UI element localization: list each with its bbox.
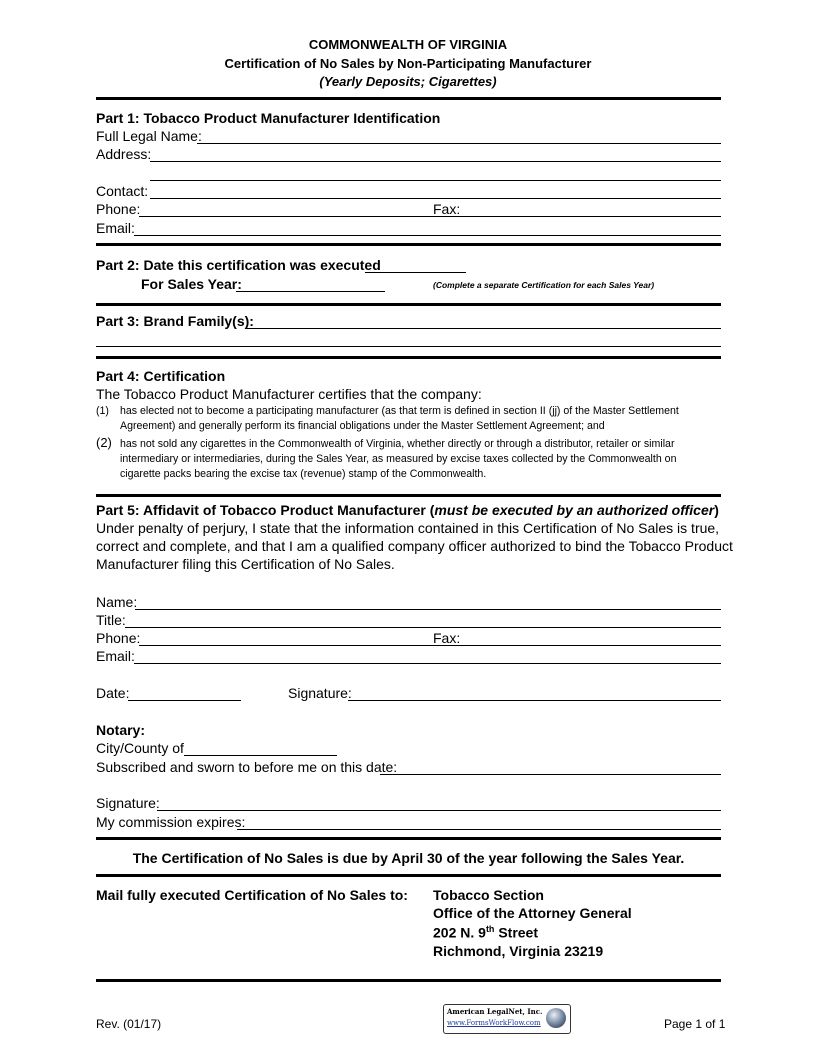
mail-address-line2: Office of the Attorney General: [433, 905, 632, 921]
phone-label: Phone:: [96, 201, 141, 217]
item1-text-line1: has elected not to become a participating manufacturer (as that term is defined in section II (jj) of the Master Settlement: [120, 405, 679, 417]
affidavit-line1: Under penalty of perjury, I state that the information contained in this Certification of No Sales is true,: [96, 520, 720, 536]
street-name: Street: [494, 924, 539, 941]
part2-title: Part 2: Date this certification was executed: [96, 257, 381, 273]
full-legal-name-field[interactable]: [197, 143, 721, 144]
affidavit-line2: correct and complete, and that I am a qualified company officer authorized to bind the Tobacco Product: [96, 538, 733, 554]
divider: [96, 243, 721, 246]
officer-name-label: Name:: [96, 594, 138, 610]
officer-title-field[interactable]: [125, 627, 721, 628]
certification-intro: The Tobacco Product Manufacturer certifies that the company:: [96, 386, 482, 402]
logo-company: American LegalNet, Inc.: [447, 1007, 543, 1016]
subscribed-label: Subscribed and sworn to before me on this date:: [96, 759, 398, 775]
street-suffix: th: [485, 924, 495, 934]
subscribed-date-field[interactable]: [380, 774, 721, 775]
mail-label: Mail fully executed Certification of No Sales to:: [96, 887, 408, 903]
officer-name-field[interactable]: [135, 609, 721, 610]
full-legal-name-label: Full Legal Name:: [96, 128, 202, 144]
item1-number: (1): [96, 405, 109, 417]
officer-signature-field[interactable]: [348, 700, 721, 701]
part1-title: Part 1: Tobacco Product Manufacturer Identification: [96, 110, 441, 126]
logo-url[interactable]: www.FormsWorkFlow.com: [447, 1019, 541, 1027]
mail-address-line1: Tobacco Section: [433, 887, 544, 903]
globe-icon: [546, 1008, 566, 1028]
part5-title: [96, 502, 719, 518]
sales-year-label: For Sales Year:: [141, 276, 242, 292]
item2-text-line3: cigarette packs bearing the excise tax (revenue) stamp of the Commonwealth.: [120, 468, 487, 480]
form-title: Certification of No Sales by Non-Participating Manufacturer: [224, 56, 592, 71]
notary-signature-field[interactable]: [157, 810, 721, 811]
city-county-field[interactable]: [184, 755, 337, 756]
address-label: Address:: [96, 146, 152, 162]
divider: [96, 303, 721, 306]
divider: [96, 979, 721, 982]
part4-title: Part 4: Certification: [96, 368, 226, 384]
notary-title: Notary:: [96, 722, 146, 738]
divider: [96, 356, 721, 359]
brand-family-field-line2[interactable]: [96, 346, 721, 347]
affidavit-line3: Manufacturer filing this Certification of No Sales.: [96, 556, 395, 572]
american-legalnet-logo: [443, 1004, 571, 1034]
email-field[interactable]: [134, 235, 721, 236]
part3-title: Part 3: Brand Family(s):: [96, 313, 254, 329]
commission-expires-field[interactable]: [237, 829, 721, 830]
officer-phone-field[interactable]: [139, 645, 721, 646]
mail-address-line3: [433, 924, 538, 941]
contact-field[interactable]: [150, 198, 721, 199]
officer-email-label: Email:: [96, 648, 135, 664]
officer-fax-label: Fax:: [433, 630, 461, 646]
city-county-label: City/County of: [96, 740, 184, 756]
phone-field[interactable]: [139, 216, 721, 217]
brand-family-field[interactable]: [245, 328, 721, 329]
divider: [96, 874, 721, 877]
due-date-notice: The Certification of No Sales is due by April 30 of the year following the Sales Year.: [132, 850, 685, 866]
execution-date-field[interactable]: [365, 272, 466, 273]
officer-title-label: Title:: [96, 612, 126, 628]
email-label: Email:: [96, 220, 135, 236]
fax-label: Fax:: [433, 201, 461, 217]
officer-date-field[interactable]: [128, 700, 241, 701]
divider: [96, 837, 721, 840]
part5-title-emphasis: must be executed by an authorized officer: [434, 502, 715, 518]
part5-title-start: Part 5: Affidavit of Tobacco Product Manufacturer (: [96, 502, 435, 518]
officer-phone-label: Phone:: [96, 630, 141, 646]
item2-text-line2: intermediary or intermediaries, during the Sales Year, as measured by excise taxes collected by the Commonwealth on: [120, 453, 677, 465]
address-field[interactable]: [150, 161, 721, 162]
mail-address-line4: Richmond, Virginia 23219: [433, 943, 604, 959]
commission-label: My commission expires:: [96, 814, 246, 830]
notary-signature-label: Signature:: [96, 795, 160, 811]
form-subtitle: (Yearly Deposits; Cigarettes): [319, 74, 497, 89]
item2-text-line1: has not sold any cigarettes in the Commonwealth of Virginia, whether directly or through a distributor, retailer or similar: [120, 438, 675, 450]
sales-year-field[interactable]: [236, 291, 385, 292]
part5-title-end: ): [714, 502, 719, 518]
item2-number: (2): [96, 435, 112, 450]
page-number: Page 1 of 1: [664, 1017, 726, 1031]
sales-year-note: (Complete a separate Certification for each Sales Year): [433, 280, 655, 290]
revision-date: Rev. (01/17): [96, 1017, 162, 1031]
officer-email-field[interactable]: [134, 663, 721, 664]
divider: [96, 494, 721, 497]
address-field-line2[interactable]: [150, 180, 721, 181]
officer-signature-label: Signature:: [288, 685, 352, 701]
contact-label: Contact:: [96, 183, 149, 199]
item1-text-line2: Agreement) and generally perform its financial obligations under the Master Settlement Agreement; and: [120, 420, 605, 432]
form-jurisdiction: COMMONWEALTH OF VIRGINIA: [308, 37, 508, 52]
street-number: 202 N. 9: [433, 924, 486, 941]
divider: [96, 97, 721, 100]
officer-date-label: Date:: [96, 685, 130, 701]
